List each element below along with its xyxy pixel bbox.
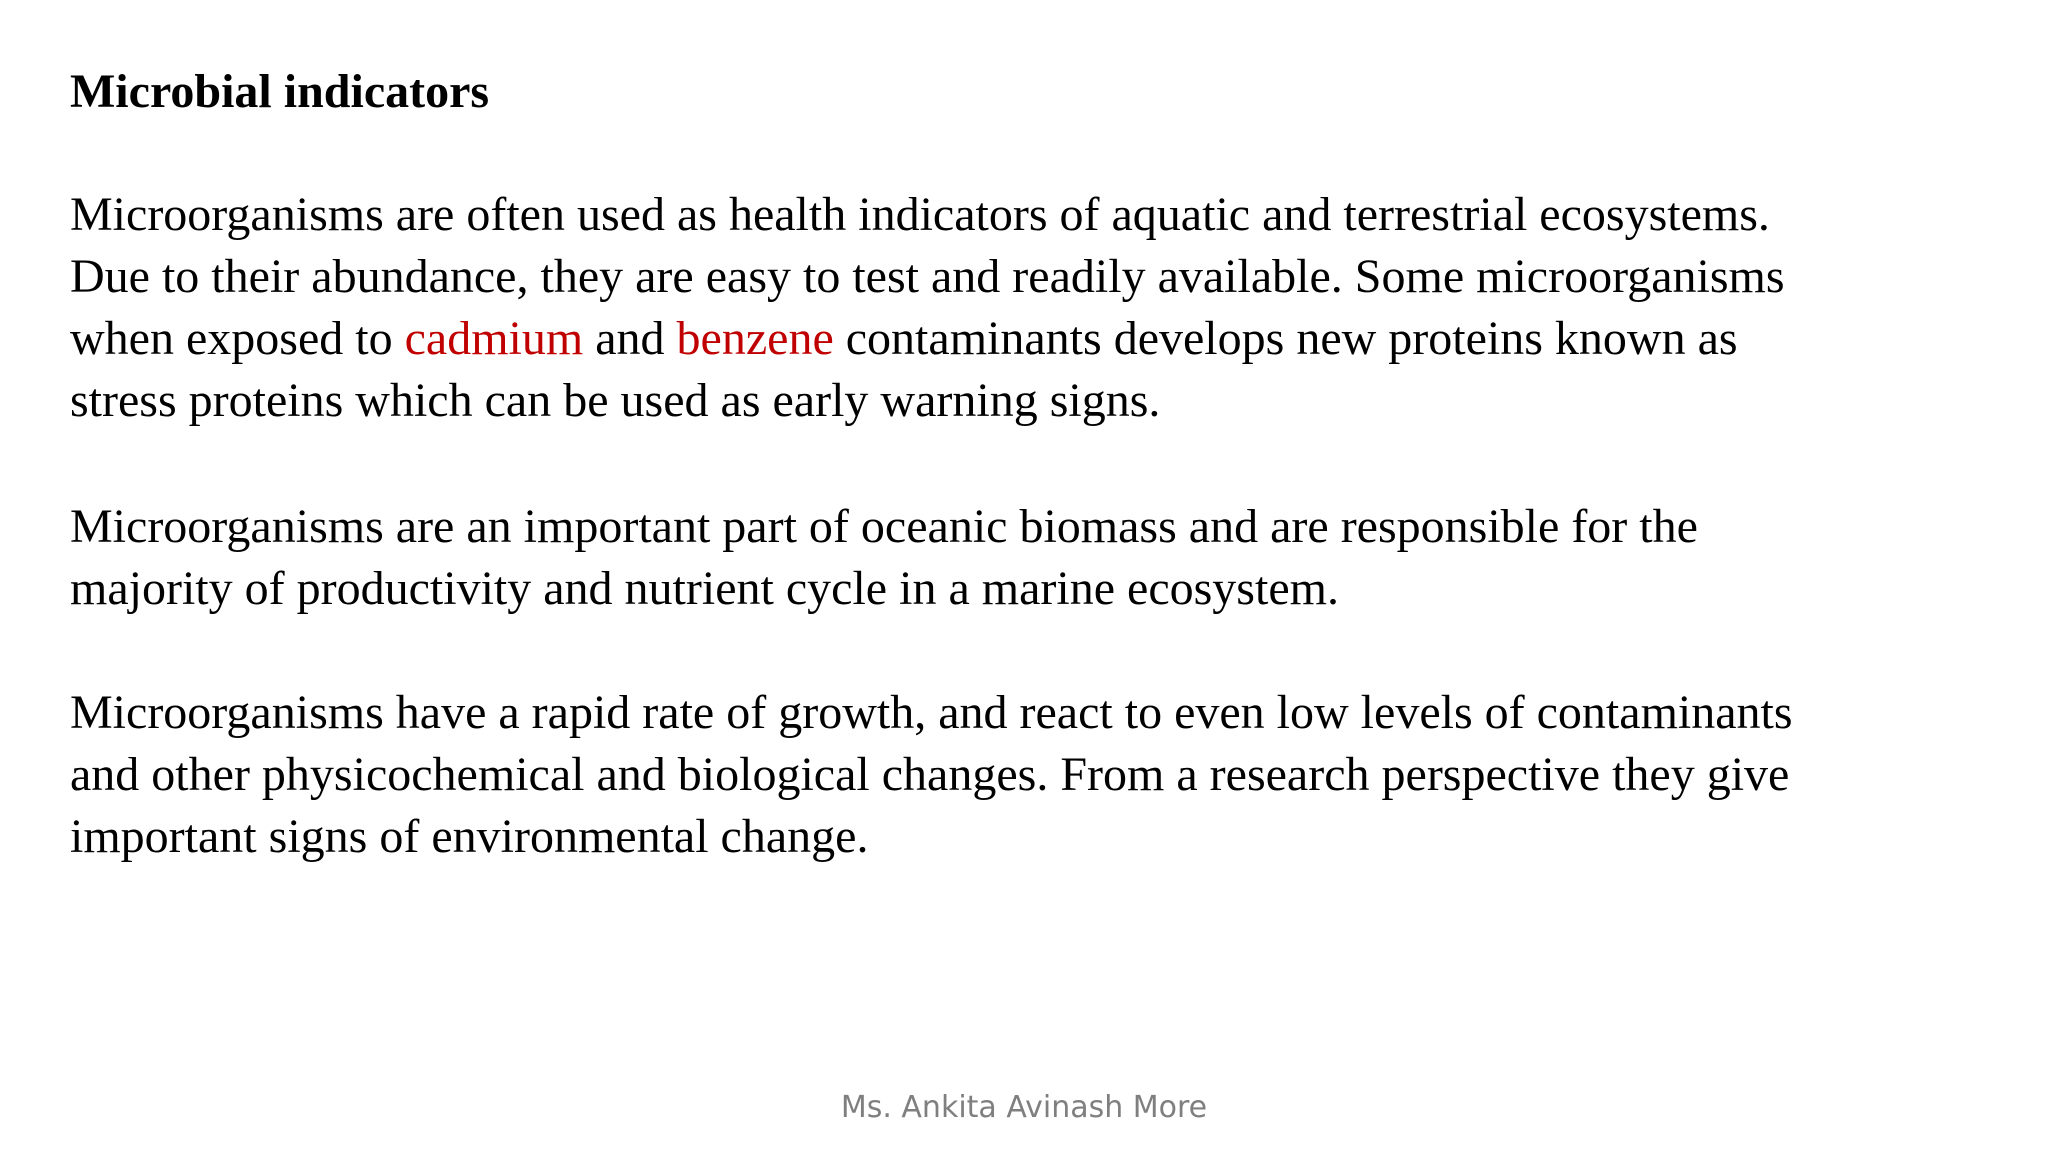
- paragraph3-line1: Microorganisms have a rapid rate of growth, and react to even low levels of contaminants: [70, 686, 1793, 739]
- paragraph1-line3: [70, 308, 2030, 370]
- paragraph1-line1: Microorganisms are often used as health indicators of aquatic and terrestrial ecosystems.: [70, 188, 1770, 241]
- paragraph-microbial-health-indicators: [70, 184, 2030, 432]
- paragraph2-line1: Microorganisms are an important part of oceanic biomass and are responsible for the: [70, 500, 1698, 553]
- highlight-cadmium: cadmium: [404, 312, 584, 365]
- paragraph2-line2: majority of productivity and nutrient cycle in a marine ecosystem.: [70, 562, 1339, 615]
- paragraph1-line3-mid: and: [583, 312, 677, 365]
- paragraph1-line4: stress proteins which can be used as early warning signs.: [70, 374, 1161, 427]
- paragraph3-line2: and other physicochemical and biological changes. From a research perspective they give: [70, 748, 1790, 801]
- paragraph-rapid-growth: [70, 682, 2030, 868]
- paragraph1-line3-post: contaminants develops new proteins known as: [833, 312, 1738, 365]
- paragraph1-line3-pre: when exposed to: [70, 312, 405, 365]
- paragraph1-line2: Due to their abundance, they are easy to test and readily available. Some microorganisms: [70, 250, 1785, 303]
- paragraph-oceanic-biomass: [70, 496, 2030, 620]
- slide-footer-author: Ms. Ankita Avinash More: [840, 1090, 1208, 1125]
- paragraph3-line3: important signs of environmental change.: [70, 810, 869, 863]
- highlight-benzene: benzene: [676, 312, 834, 365]
- slide-title: Microbial indicators: [70, 65, 490, 118]
